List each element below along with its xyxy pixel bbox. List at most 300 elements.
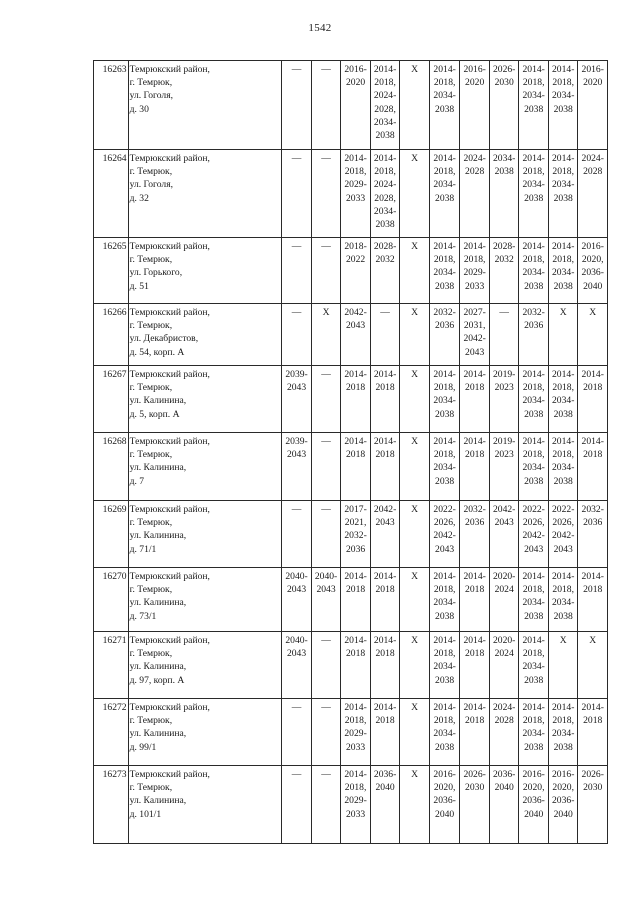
- period-line: X: [411, 307, 419, 318]
- period-cell: [548, 150, 578, 238]
- period-cell: [341, 433, 371, 501]
- period-line: 2016-: [581, 64, 604, 75]
- period-line: 2024: [494, 648, 514, 660]
- period-line: 2018: [465, 715, 485, 727]
- address-line: д. 101/1: [129, 808, 162, 820]
- period-line: 2020,: [581, 254, 604, 266]
- period-line: 2014-: [552, 241, 575, 252]
- period-line: X: [322, 307, 330, 318]
- period-line: 2014-: [552, 369, 575, 380]
- period-line: 2020: [583, 77, 603, 89]
- period-line: 2038: [435, 610, 455, 622]
- period-line: 2014-: [433, 571, 456, 582]
- period-cell: [460, 766, 490, 844]
- address-line: д. 32: [129, 192, 149, 204]
- period-cell: [370, 433, 400, 501]
- period-line: 2016-: [463, 64, 486, 75]
- period-line: 2024: [494, 584, 514, 596]
- period-line: 2014-: [344, 369, 367, 380]
- address-line: ул. Калинина,: [129, 462, 187, 474]
- period-line: 2026,: [552, 517, 574, 529]
- period-line: 2032-: [581, 504, 604, 515]
- address-line: Темрюкский район,: [129, 241, 210, 252]
- period-cell: [460, 238, 490, 304]
- period-line: —: [291, 64, 302, 75]
- address-line: Темрюкский район,: [129, 307, 210, 318]
- period-cell: [460, 61, 490, 150]
- period-line: 2036-: [373, 769, 397, 780]
- address-line: Темрюкский район,: [129, 64, 210, 75]
- period-cell: [370, 501, 400, 568]
- period-line: 2014-: [522, 241, 545, 252]
- period-line: 2034-: [433, 179, 456, 191]
- period-line: 2018,: [433, 382, 456, 394]
- address-line: Темрюкский район,: [129, 504, 210, 515]
- period-line: 2034-: [433, 267, 456, 279]
- period-line: 2018: [465, 449, 485, 461]
- address-cell: [128, 699, 282, 766]
- period-cell: [311, 150, 341, 238]
- table-row: [94, 699, 608, 766]
- period-line: 2043: [316, 584, 336, 596]
- period-cell: [548, 61, 578, 150]
- period-line: 2043: [465, 346, 485, 358]
- period-line: 2018: [375, 648, 395, 660]
- period-line: 2034-: [552, 90, 575, 102]
- period-line: 2027-: [463, 307, 486, 318]
- period-line: 2018: [345, 449, 366, 461]
- period-cell: [370, 568, 400, 632]
- period-line: —: [291, 153, 302, 164]
- period-line: 2014-: [433, 64, 456, 75]
- period-line: 2028-: [492, 241, 516, 252]
- address-line: д. 54, корп. А: [129, 346, 185, 358]
- period-line: 2032-: [344, 530, 367, 542]
- period-line: 2038: [435, 280, 455, 292]
- period-line: 2020,: [552, 782, 574, 794]
- period-line: X: [411, 769, 419, 780]
- period-line: 2018: [583, 584, 603, 596]
- period-line: 2018: [583, 449, 603, 461]
- period-line: 2036-: [552, 795, 575, 807]
- period-line: 2034-: [433, 597, 456, 609]
- period-line: 2034-: [522, 728, 545, 740]
- period-line: 2026,: [433, 517, 456, 529]
- period-line: 2038: [435, 741, 455, 753]
- period-cell: [519, 766, 549, 844]
- period-cell: [341, 699, 371, 766]
- period-cell: [460, 699, 490, 766]
- period-line: 2014-: [433, 369, 456, 380]
- period-cell: [429, 766, 460, 844]
- period-line: 2014-: [344, 153, 367, 164]
- period-line: —: [499, 307, 509, 318]
- period-line: 2020: [345, 77, 366, 89]
- period-cell: [460, 304, 490, 366]
- period-line: 2018,: [522, 648, 545, 660]
- period-line: X: [411, 436, 419, 447]
- address-line: д. 7: [129, 475, 145, 487]
- period-cell: [282, 366, 312, 433]
- period-line: 2018,: [522, 166, 545, 178]
- period-line: 2034-: [522, 462, 545, 474]
- period-line: 2018: [345, 648, 366, 660]
- page-number: 1542: [308, 22, 332, 34]
- period-line: 2018,: [433, 77, 456, 89]
- period-line: 2018: [583, 382, 603, 394]
- period-line: 2014-: [433, 702, 456, 713]
- period-cell: [578, 568, 608, 632]
- period-line: 2018: [375, 584, 395, 596]
- period-line: 2042-: [522, 530, 545, 542]
- period-line: 2018,: [522, 449, 545, 461]
- period-cell: [282, 632, 312, 699]
- period-line: 2014-: [463, 369, 486, 380]
- period-cell: [548, 699, 578, 766]
- address-line: Темрюкский район,: [129, 769, 210, 780]
- period-line: 2022-: [552, 504, 575, 515]
- period-line: 2014-: [522, 436, 545, 447]
- address-line: г. Темрюк,: [129, 715, 173, 727]
- period-cell: [400, 61, 430, 150]
- period-cell: [282, 766, 312, 844]
- period-line: 2016-: [433, 769, 456, 780]
- period-line: 2038: [524, 280, 544, 292]
- period-cell: [341, 366, 371, 433]
- period-cell: [311, 501, 341, 568]
- period-line: 2034-: [492, 153, 516, 164]
- period-line: 2043: [435, 543, 455, 555]
- period-line: 2018,: [344, 782, 367, 794]
- address-cell: [128, 304, 282, 366]
- period-cell: [282, 304, 312, 366]
- period-cell: [578, 304, 608, 366]
- address-line: г. Темрюк,: [129, 517, 173, 529]
- period-cell: [341, 304, 371, 366]
- row-id-cell: 16268: [94, 433, 129, 501]
- period-line: 2038: [553, 741, 573, 753]
- period-line: —: [291, 504, 302, 515]
- period-cell: [578, 632, 608, 699]
- registry-body: [94, 61, 608, 844]
- period-line: 2018,: [374, 77, 396, 89]
- period-line: 2018: [375, 449, 395, 461]
- period-line: 2038: [435, 408, 455, 420]
- period-cell: [341, 766, 371, 844]
- row-id-cell: 16273: [94, 766, 129, 844]
- period-line: —: [321, 369, 331, 380]
- period-line: 2014-: [522, 702, 545, 713]
- period-line: 2018,: [433, 715, 456, 727]
- period-line: 2016-: [552, 769, 575, 780]
- period-line: 2036-: [433, 795, 456, 807]
- period-line: X: [411, 504, 419, 515]
- period-line: 2019-: [492, 369, 516, 380]
- period-cell: [400, 304, 430, 366]
- period-line: 2018,: [433, 584, 456, 596]
- address-line: ул. Гоголя,: [129, 90, 174, 102]
- period-line: 2014-: [552, 153, 575, 164]
- period-line: 2040: [435, 808, 455, 820]
- period-cell: [400, 501, 430, 568]
- period-line: 2026-: [581, 769, 604, 780]
- address-line: ул. Калинина,: [129, 728, 187, 740]
- period-cell: [429, 568, 460, 632]
- period-line: 2034-: [552, 597, 575, 609]
- period-line: 2014-: [463, 635, 486, 646]
- period-line: X: [589, 307, 597, 318]
- period-line: 2018,: [433, 254, 456, 266]
- period-cell: [429, 433, 460, 501]
- period-line: 2034-: [522, 90, 545, 102]
- period-line: 2043: [286, 584, 307, 596]
- period-line: 2014-: [373, 571, 397, 582]
- period-line: 2033: [345, 741, 366, 753]
- address-line: ул. Калинина,: [129, 395, 187, 407]
- address-line: д. 51: [129, 280, 149, 292]
- period-cell: [282, 433, 312, 501]
- period-cell: [282, 501, 312, 568]
- period-line: 2016-: [522, 769, 545, 780]
- period-line: 2014-: [581, 436, 604, 447]
- period-line: 2014-: [433, 436, 456, 447]
- period-cell: [400, 632, 430, 699]
- period-line: 2034-: [433, 728, 456, 740]
- period-line: 2018: [375, 715, 395, 727]
- period-cell: [311, 632, 341, 699]
- period-line: 2014-: [373, 153, 397, 164]
- period-line: 2040-: [314, 571, 338, 582]
- period-line: 2014-: [552, 436, 575, 447]
- period-line: 2032: [375, 254, 395, 266]
- period-line: 2038: [553, 610, 573, 622]
- period-line: 2042-: [373, 504, 397, 515]
- period-line: —: [321, 504, 331, 515]
- address-line: Темрюкский район,: [129, 369, 210, 380]
- period-line: 2014-: [344, 436, 367, 447]
- address-line: ул. Калинина,: [129, 661, 187, 673]
- period-cell: [311, 304, 341, 366]
- period-cell: [341, 150, 371, 238]
- period-line: 2020,: [433, 782, 456, 794]
- period-cell: [519, 501, 549, 568]
- period-line: 2034-: [552, 728, 575, 740]
- period-line: 2014-: [373, 436, 397, 447]
- period-line: 2018,: [552, 715, 574, 727]
- period-line: 2029-: [344, 179, 367, 191]
- period-line: 2038: [553, 192, 573, 204]
- period-line: 2014-: [522, 153, 545, 164]
- period-line: 2028: [494, 715, 514, 727]
- period-line: 2014-: [463, 436, 486, 447]
- period-line: 2038: [524, 610, 544, 622]
- period-line: 2018: [345, 584, 366, 596]
- period-cell: [282, 568, 312, 632]
- period-cell: [341, 501, 371, 568]
- period-line: 2036: [524, 320, 544, 332]
- period-line: 2038: [435, 192, 455, 204]
- period-line: 2018,: [522, 584, 545, 596]
- table-row: [94, 238, 608, 304]
- period-line: 2014-: [552, 702, 575, 713]
- period-line: —: [291, 307, 302, 318]
- period-cell: [548, 304, 578, 366]
- period-line: 2034-: [433, 661, 456, 673]
- period-cell: [400, 238, 430, 304]
- period-line: 2043: [524, 543, 544, 555]
- period-cell: [282, 61, 312, 150]
- period-line: 2034-: [433, 90, 456, 102]
- address-line: д. 73/1: [129, 610, 157, 622]
- period-line: 2024-: [373, 179, 397, 191]
- period-line: 2024-: [373, 90, 397, 102]
- period-line: 2018,: [433, 449, 456, 461]
- period-line: 2018,: [552, 584, 574, 596]
- period-cell: [548, 433, 578, 501]
- period-line: 2043: [286, 449, 307, 461]
- period-cell: [429, 366, 460, 433]
- table-row: [94, 304, 608, 366]
- period-line: —: [321, 635, 331, 646]
- row-id-cell: 16263: [94, 61, 129, 150]
- row-id-cell: 16266: [94, 304, 129, 366]
- row-id-cell: 16272: [94, 699, 129, 766]
- period-line: 2014-: [433, 153, 456, 164]
- period-line: 2014-: [344, 769, 367, 780]
- period-cell: [282, 699, 312, 766]
- table-row: [94, 366, 608, 433]
- period-cell: [370, 699, 400, 766]
- period-line: X: [559, 307, 567, 318]
- period-line: 2028,: [374, 103, 396, 115]
- row-id-cell: 16271: [94, 632, 129, 699]
- period-line: 2017-: [344, 504, 367, 515]
- period-line: 2014-: [344, 635, 367, 646]
- period-line: 2014-: [552, 571, 575, 582]
- period-line: —: [291, 241, 302, 252]
- address-line: г. Темрюк,: [129, 584, 173, 596]
- period-line: 2014-: [373, 64, 397, 75]
- period-line: 2014-: [522, 369, 545, 380]
- period-line: 2040-: [285, 635, 308, 646]
- period-line: 2040: [494, 782, 514, 794]
- period-line: 2038: [524, 741, 544, 753]
- period-line: 2036-: [581, 267, 604, 279]
- period-line: 2032: [494, 254, 514, 266]
- period-line: 2014-: [463, 702, 486, 713]
- table-row: [94, 501, 608, 568]
- period-cell: [489, 433, 519, 501]
- period-line: 2016-: [581, 241, 604, 252]
- period-line: 2034-: [522, 395, 545, 407]
- period-cell: [429, 238, 460, 304]
- period-cell: [460, 501, 490, 568]
- row-id-cell: 16264: [94, 150, 129, 238]
- period-line: 2029-: [344, 728, 367, 740]
- period-line: 2029-: [463, 267, 486, 279]
- period-line: 2020: [465, 77, 485, 89]
- address-line: Темрюкский район,: [129, 153, 210, 164]
- address-line: д. 71/1: [129, 543, 157, 555]
- period-cell: [341, 61, 371, 150]
- period-cell: [370, 632, 400, 699]
- address-cell: [128, 766, 282, 844]
- period-line: 2018,: [344, 166, 367, 178]
- address-line: д. 99/1: [129, 741, 157, 753]
- period-cell: [282, 238, 312, 304]
- period-line: 2033: [465, 280, 485, 292]
- period-line: 2038: [553, 408, 573, 420]
- period-line: 2018-: [344, 241, 367, 252]
- period-line: —: [291, 702, 302, 713]
- period-cell: [370, 61, 400, 150]
- period-line: 2014-: [463, 571, 486, 582]
- period-cell: [489, 501, 519, 568]
- period-line: 2036-: [492, 769, 516, 780]
- period-line: 2018,: [522, 254, 545, 266]
- period-cell: [489, 150, 519, 238]
- period-line: 2034-: [373, 116, 397, 128]
- period-cell: [489, 238, 519, 304]
- period-line: 2022-: [433, 504, 456, 515]
- period-line: 2014-: [581, 369, 604, 380]
- period-line: X: [411, 571, 419, 582]
- period-line: 2034-: [522, 267, 545, 279]
- period-cell: [429, 150, 460, 238]
- address-line: ул. Гоголя,: [129, 179, 174, 191]
- period-line: 2036: [465, 517, 485, 529]
- period-line: 2014-: [463, 241, 486, 252]
- period-line: 2014-: [522, 635, 545, 646]
- period-cell: [578, 150, 608, 238]
- period-cell: [548, 766, 578, 844]
- period-line: 2042-: [344, 307, 367, 318]
- period-line: 2020-: [492, 571, 516, 582]
- address-cell: [128, 632, 282, 699]
- address-line: г. Темрюк,: [129, 382, 173, 394]
- period-line: 2018,: [522, 715, 545, 727]
- period-cell: [548, 238, 578, 304]
- period-cell: [519, 632, 549, 699]
- period-cell: [578, 61, 608, 150]
- table-row: [94, 61, 608, 150]
- period-line: 2018,: [552, 166, 574, 178]
- period-line: 2022: [345, 254, 366, 266]
- period-line: 2021,: [344, 517, 367, 529]
- period-line: 2024-: [581, 153, 604, 164]
- period-cell: [519, 568, 549, 632]
- table-row: [94, 766, 608, 844]
- period-cell: [370, 238, 400, 304]
- period-line: 2038: [553, 103, 573, 115]
- period-line: —: [321, 436, 331, 447]
- period-line: —: [321, 153, 331, 164]
- period-line: 2042-: [552, 530, 575, 542]
- period-line: 2038: [375, 130, 395, 142]
- period-line: 2014-: [373, 702, 397, 713]
- period-cell: [311, 366, 341, 433]
- period-line: 2043: [494, 517, 514, 529]
- period-cell: [460, 433, 490, 501]
- period-line: 2023: [494, 449, 514, 461]
- period-cell: [341, 568, 371, 632]
- period-line: 2034-: [552, 395, 575, 407]
- period-cell: [460, 632, 490, 699]
- period-cell: [429, 304, 460, 366]
- period-line: 2014-: [522, 64, 545, 75]
- period-cell: [519, 366, 549, 433]
- address-line: д. 97, корп. А: [129, 674, 185, 686]
